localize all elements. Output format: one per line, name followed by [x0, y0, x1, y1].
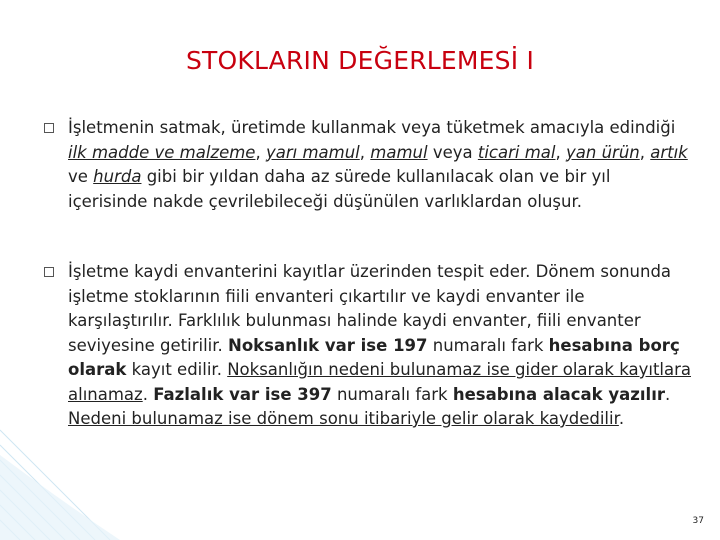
page-title: STOKLARIN DEĞERLEMESİ I [185, 46, 535, 75]
text-segment: numaralı fark [331, 384, 453, 404]
text-segment: . [618, 409, 625, 428]
checkbox-bullet-icon [44, 123, 54, 133]
text-segment: numaralı fark [427, 335, 549, 355]
underlined-noksanligin: Noksanlığın nedeni bulunamaz ise gider olarak kayıtlara alınamaz [68, 360, 691, 404]
text-segment: , [555, 142, 566, 162]
checkbox-bullet-icon [44, 267, 54, 277]
term-ticari-mal: ticari mal [477, 142, 556, 162]
text-segment: , [359, 142, 371, 162]
corner-wave [0, 455, 120, 540]
text-segment: kayıt edilir. [126, 360, 228, 379]
term-artik: artık [650, 142, 688, 162]
emphasis-hesabina-alacak: hesabına alacak yazılır [452, 384, 665, 404]
bullet-text-1 [68, 116, 692, 214]
emphasis-fazlalik: Fazlalık var ise 397 [153, 384, 332, 404]
underlined-nedeni: Nedeni bulunamaz ise dönem sonu itibariyle gelir olarak kaydedilir [68, 409, 619, 428]
text-segment: veya [427, 142, 478, 162]
term-mamul: mamul [370, 142, 428, 162]
bullet-item-2 [44, 260, 692, 432]
text-segment: , [255, 142, 266, 162]
emphasis-noksanlik: Noksanlık var ise 197 [228, 335, 428, 355]
text-segment: İşletmenin satmak, üretimde kullanmak veya tüketmek amacıyla edindiği [68, 118, 676, 137]
term-yan-urun: yan ürün [566, 142, 640, 162]
text-segment: İşletme kaydi envanterini kayıtlar üzerinden tespit eder. Dönem sonunda işletme stoklarının fiili envanteri çıkartılır ve kaydi envanter ile karşılaştırılır. Farklılık bulunması halinde kaydi envanter, fiili envanter seviyesine getirilir. [68, 262, 672, 355]
text-segment: . [665, 384, 671, 404]
term-yari-mamul: yarı mamul [265, 142, 360, 162]
text-segment: , [639, 142, 651, 162]
text-segment: . [142, 384, 154, 404]
bullet-text-2 [68, 260, 692, 432]
term-ilk-madde: ilk madde ve malzeme [68, 142, 256, 162]
text-segment: ve [68, 167, 94, 186]
page-number: 37 [692, 516, 704, 526]
term-hurda: hurda [93, 167, 142, 186]
emphasis-hesabina-borc: hesabına borç olarak [68, 335, 680, 379]
bullet-item-1 [44, 116, 692, 214]
text-segment: gibi bir yıldan daha az sürede kullanılacak olan ve bir yıl içerisinde nakde çevrilebileceği düşünülen varlıklardan oluşur. [68, 167, 611, 211]
